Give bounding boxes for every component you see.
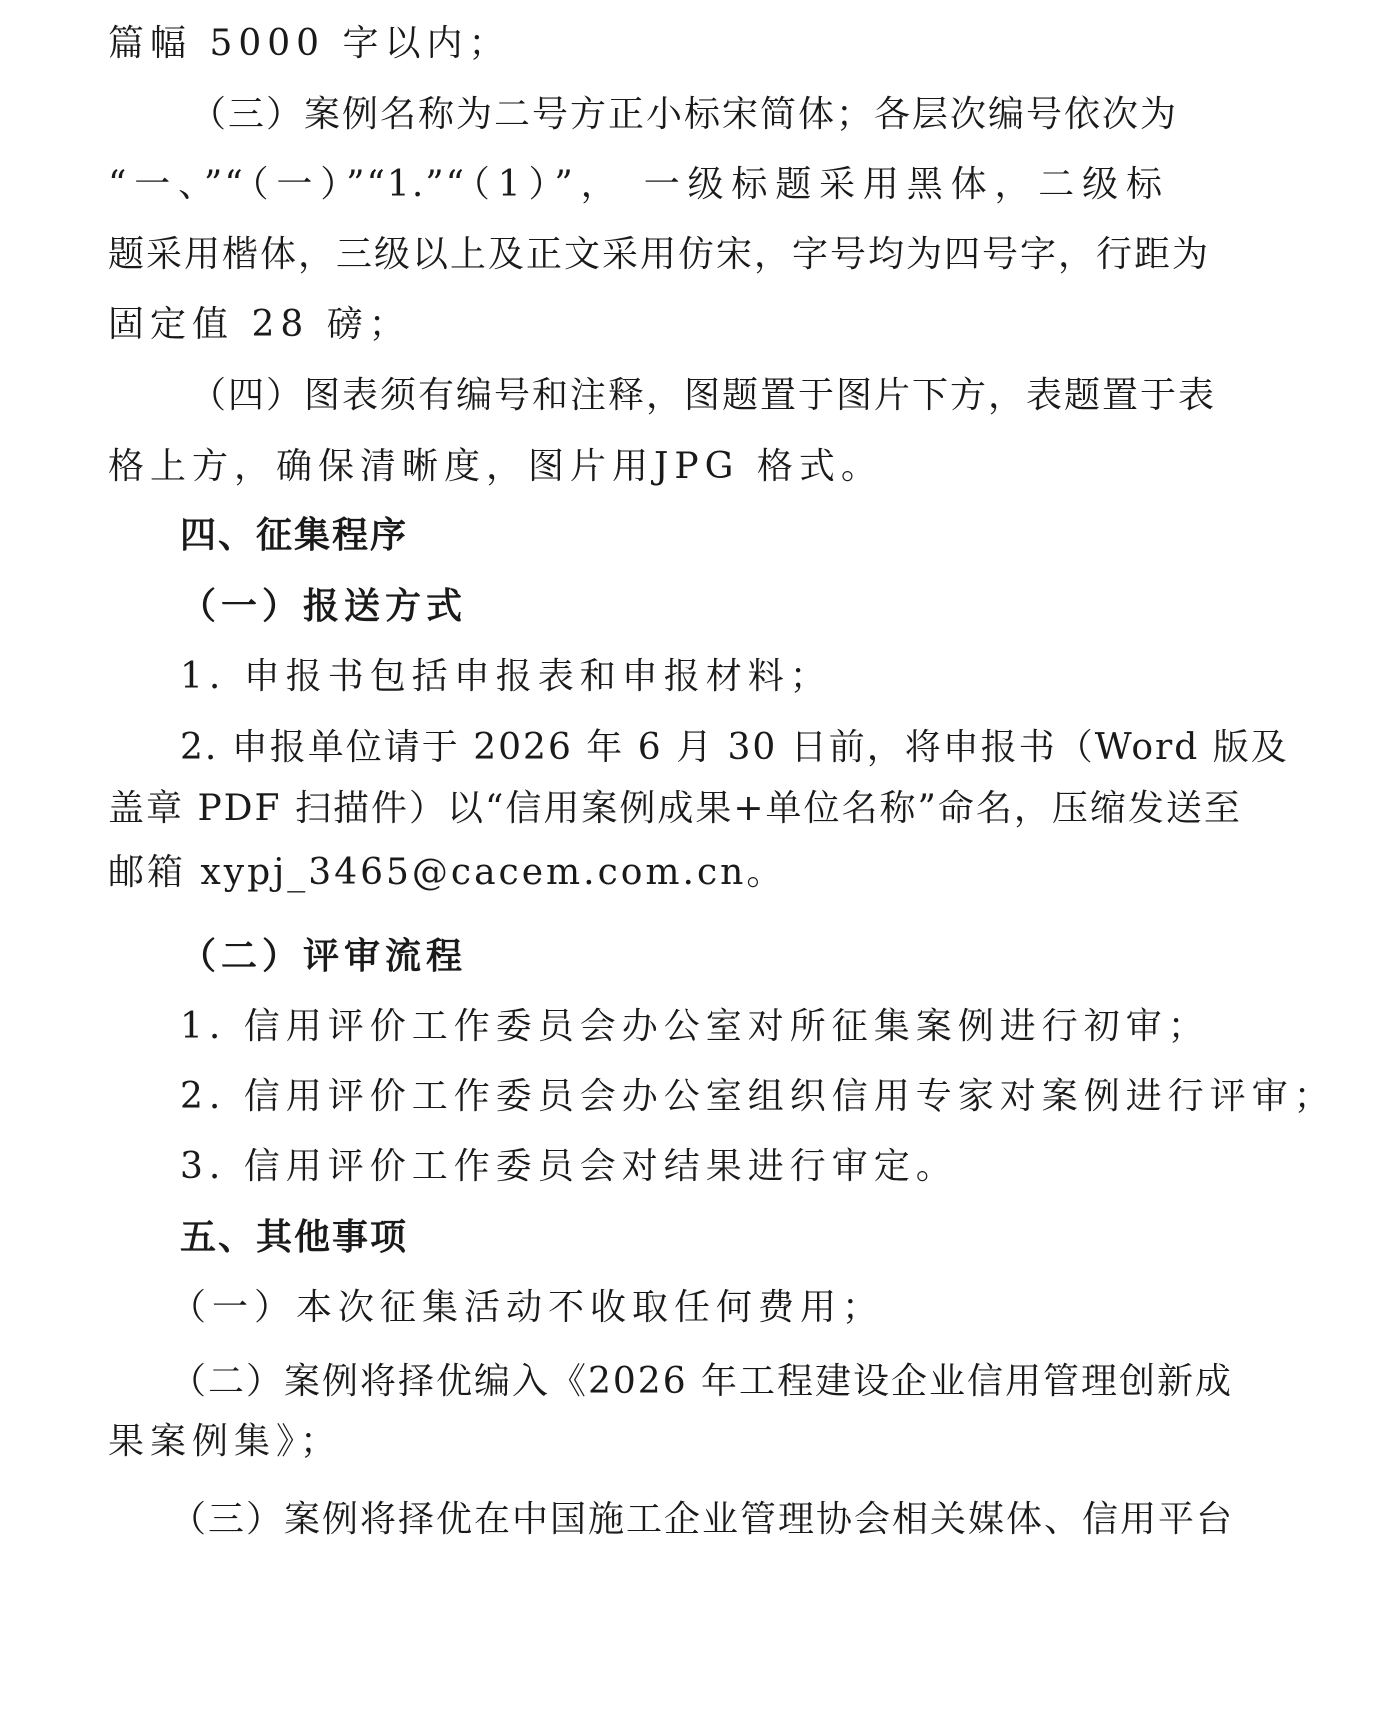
list-item: 3. 信用评价工作委员会对结果进行审定。 (180, 1146, 958, 1187)
paragraph-line: 题采用楷体，三级以上及正文采用仿宋，字号均为四号字，行距为 (108, 234, 1211, 275)
paragraph-line: 固定值 28 磅； (108, 304, 411, 345)
subsection-heading: （二）评审流程 (180, 935, 468, 977)
section-heading: 五、其他事项 (180, 1217, 409, 1258)
subsection-heading: （一）报送方式 (180, 585, 468, 627)
paragraph-line: 格上方，确保清晰度，图片用JPG 格式。 (108, 446, 883, 487)
paragraph-line: （一）本次征集活动不收取任何费用； (170, 1287, 885, 1328)
paragraph-line: “一、”“（一）”“1.”“（1）”， 一级标题采用黑体，二级标 (108, 164, 1164, 205)
paragraph-line: 盖章 PDF 扫描件）以“信用案例成果+单位名称”命名，压缩发送至 (108, 788, 1242, 829)
email-line: 邮箱 xypj_3465@cacem.com.cn。 (108, 852, 786, 893)
paragraph-line: （四）图表须有编号和注释，图题置于图片下方，表题置于表 (190, 375, 1217, 416)
paragraph-line: 果案例集》； (108, 1421, 343, 1462)
paragraph-line: （三）案例名称为二号方正小标宋简体；各层次编号依次为 (190, 94, 1179, 135)
paragraph-line: （二）案例将择优编入《2026 年工程建设企业信用管理创新成 (170, 1361, 1234, 1402)
paragraph-line: （三）案例将择优在中国施工企业管理协会相关媒体、信用平台 (170, 1499, 1235, 1540)
list-item: 1. 申报书包括申报表和申报材料； (180, 656, 832, 697)
paragraph-line: 篇幅 5000 字以内； (108, 23, 511, 64)
list-item: 1. 信用评价工作委员会办公室对所征集案例进行初审； (180, 1006, 1210, 1047)
list-item: 2. 信用评价工作委员会办公室组织信用专家对案例进行评审； (180, 1076, 1336, 1117)
list-item: 2. 申报单位请于 2026 年 6 月 30 日前，将申报书（Word 版及 (180, 727, 1289, 768)
section-heading: 四、征集程序 (180, 515, 409, 556)
